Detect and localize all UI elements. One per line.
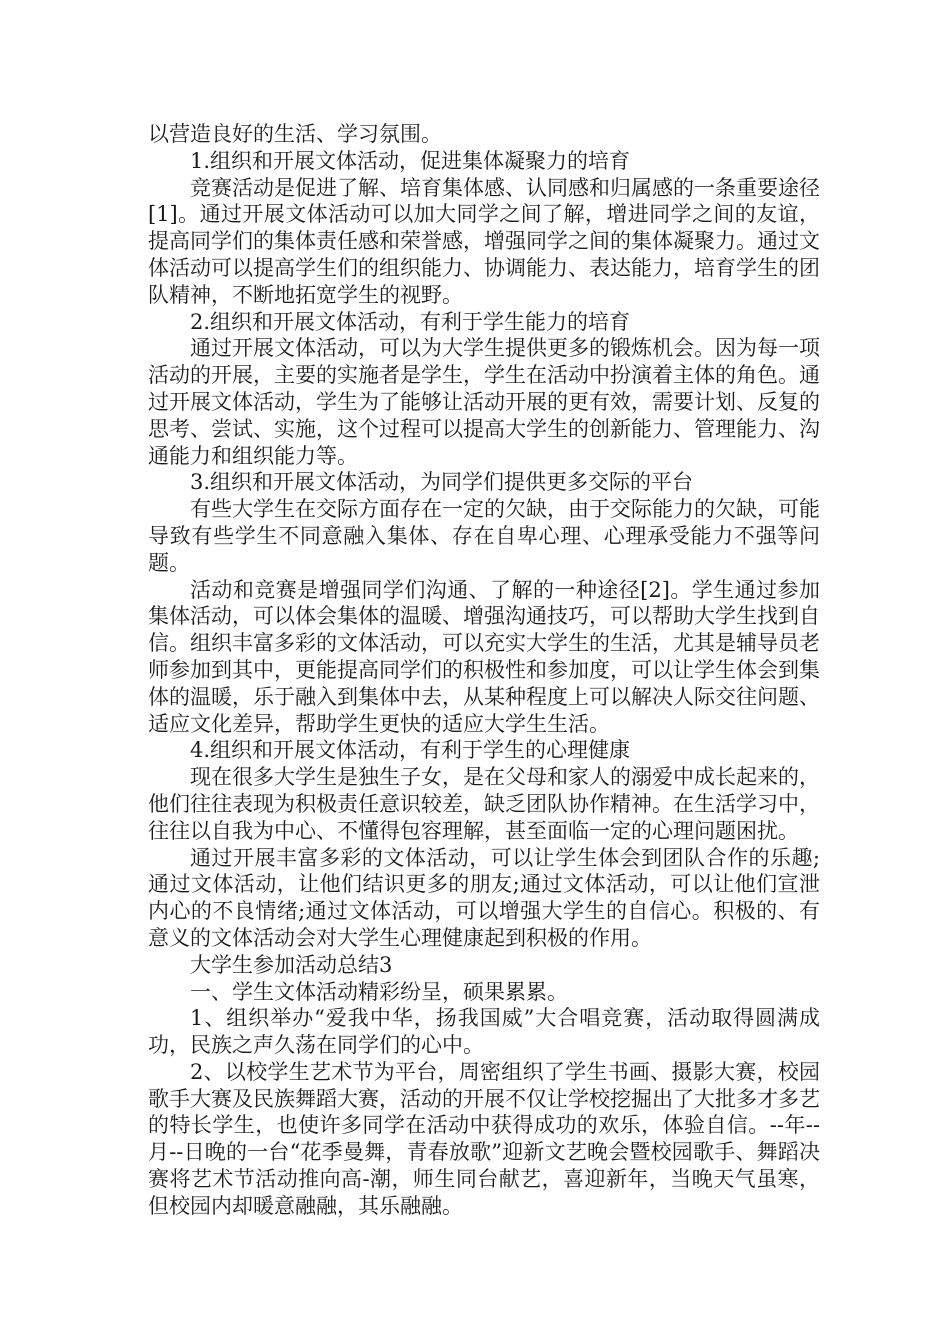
document-page <box>148 121 820 1220</box>
paragraph: 现在很多大学生是独生子女，是在父母和家人的溺爱中成长起来的，他们往往表现为积极责任意识较差，缺乏团队协作精神。在生活学习中，往往以自我为中心、不懂得包容理解，甚至面临一定的心理问题困扰。 <box>148 765 820 843</box>
paragraph: 有些大学生在交际方面存在一定的欠缺，由于交际能力的欠缺，可能导致有些学生不同意融入集体、存在自卑心理、心理承受能力不强等问题。 <box>148 497 820 575</box>
paragraph: 竞赛活动是促进了解、培育集体感、认同感和归属感的一条重要途径[1]。通过开展文体活动可以加大同学之间了解，增进同学之间的友谊，提高同学们的集体责任感和荣誉感，增强同学之间的集体凝聚力。通过文体活动可以提高学生们的组织能力、协调能力、表达能力，培育学生的团队精神，不断地拓宽学生的视野。 <box>148 175 820 307</box>
paragraph-continuation: 以营造良好的生活、学习氛围。 <box>148 122 442 146</box>
paragraph: 活动和竞赛是增强同学们沟通、了解的一种途径[2]。学生通过参加集体活动，可以体会集体的温暖、增强沟通技巧，可以帮助大学生找到自信。组织丰富多彩的文体活动，可以充实大学生的生活，尤其是辅导员老师参加到其中，更能提高同学们的积极性和参加度，可以让学生体会到集体的温暖，乐于融入到集体中去，从某种程度上可以解决人际交往问题、适应文化差异，帮助学生更快的适应大学生生活。 <box>148 577 820 736</box>
list-item: 1、组织举办“爱我中华，扬我国威”大合唱竞赛，活动取得圆满成功，民族之声久荡在同学们的心中。 <box>148 1006 820 1058</box>
paragraph: 通过开展文体活动，可以为大学生提供更多的锻炼机会。因为每一项活动的开展，主要的实施者是学生，学生在活动中扮演着主体的角色。通过开展文体活动，学生为了能够让活动开展的更有效，需要计划、反复的思考、尝试、实施，这个过程可以提高大学生的创新能力、管理能力、沟通能力和组织能力等。 <box>148 336 820 468</box>
section-heading-4: 4.组织和开展文体活动，有利于学生的心理健康 <box>190 738 631 763</box>
section-heading-main: 一、学生文体活动精彩纷呈，硕果累累。 <box>190 979 568 1004</box>
section-heading-1: 1.组织和开展文体活动，促进集体凝聚力的培育 <box>190 148 631 173</box>
section-heading-3: 3.组织和开展文体活动，为同学们提供更多交际的平台 <box>190 470 694 495</box>
article-title: 大学生参加活动总结3 <box>190 952 393 977</box>
paragraph: 通过开展丰富多彩的文体活动，可以让学生体会到团队合作的乐趣;通过文体活动，让他们结识更多的朋友;通过文体活动，可以让他们宣泄内心的不良情绪;通过文体活动，可以增强大学生的自信心。积极的、有意义的文体活动会对大学生心理健康起到积极的作用。 <box>148 845 820 950</box>
section-heading-2: 2.组织和开展文体活动，有利于学生能力的培育 <box>190 309 631 334</box>
list-item: 2、以校学生艺术节为平台，周密组织了学生书画、摄影大赛，校园歌手大赛及民族舞蹈大赛，活动的开展不仅让学校挖掘出了大批多才多艺的特长学生，也使许多同学在活动中获得成功的欢乐，体验自信。--年--月--日晚的一台“花季曼舞，青春放歌”迎新文艺晚会暨校园歌手、舞蹈决赛将艺术节活动推向高-潮，师生同台献艺，喜迎新年，当晚天气虽寒，但校园内却暖意融融，其乐融融。 <box>148 1059 820 1218</box>
